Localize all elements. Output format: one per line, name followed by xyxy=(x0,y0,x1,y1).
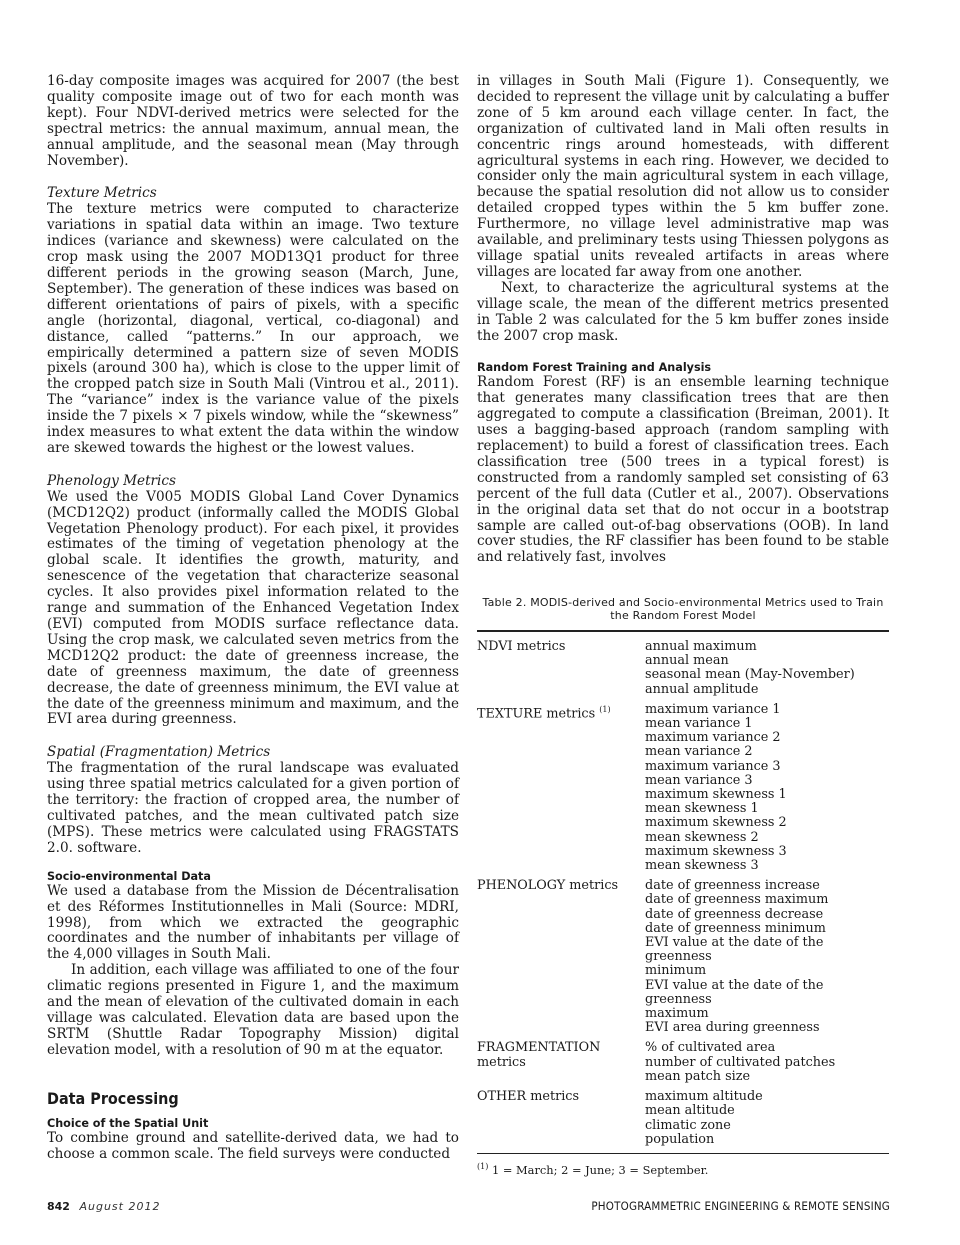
table-category-label: TEXTURE metrics xyxy=(477,706,596,722)
table-row xyxy=(477,640,889,697)
table-row xyxy=(477,1041,889,1084)
paragraph: In addition, each village was affiliated to one of the four climatic regions presented in Figure 1, and the maximum and the mean of elevation of the cultivated domain in each village was calculated. Elevation data are based upon the SRTM (Shuttle Radar Topography Mission) digital elevation model, with a resolution of 90 m at the equator. xyxy=(47,962,459,1058)
table-category xyxy=(477,879,645,1035)
table-value: maximum variance 3 xyxy=(645,758,781,774)
table-value: date of greenness minimum xyxy=(645,920,826,936)
table-value: number of cultivated patches xyxy=(645,1054,836,1070)
table-category xyxy=(477,1090,645,1147)
table-caption-line: the Random Forest Model xyxy=(610,609,756,622)
paragraph: To combine ground and satellite-derived data, we had to choose a common scale. The field surveys were conducted xyxy=(47,1129,459,1162)
subsection-heading: Socio-environmental Data xyxy=(47,869,211,883)
paragraph: We used a database from the Mission de Décentralisation et des Réformes Institutionnelles in Mali (Source: MDRI, 1998), from which we extracted the geographic coordinates and the number of inhabitants per village of the 4,000 villages in South Mali. xyxy=(47,882,459,963)
table-row xyxy=(477,879,889,1035)
table-caption-line: Table 2. MODIS-derived and Socio-environmental Metrics used to Train xyxy=(482,596,884,609)
paragraph: The texture metrics were computed to characterize variations in spatial data within an image. Two texture indices (variance and skewness) were calculated on the crop mask using the 2007 MOD13Q1 product for three different periods in the growing season (March, June, September). The generation of these indices was based on different orientations of pairs of pixels, with a specific angle (horizontal, diagonal, vertical, co-diagonal) and distance, called “patterns.” In our approach, we empirically determined a pattern size of seven MODIS pixels (around 300 ha), which is close to the upper limit of the cropped patch size in South Mali (Vintrou et al., 2011). The “variance” index is the variance value of the pixels inside the 7 pixels × 7 pixels window, while the “skewness” index measures to what extent the data within the window are skewed towards the highest or the lowest values. xyxy=(47,201,459,456)
paragraph: We used the V005 MODIS Global Land Cover Dynamics (MCD12Q2) product (informally called the MODIS Global Vegetation Phenology product). For each pixel, it provides estimates of the timing of vegetation phenology at the global scale. It identifies the growth, maturity, and senescence of the vegetation that characterize seasonal cycles. It also provides pixel information related to the range and summation of the Enhanced Vegetation Index (EVI) computed from MODIS surface reflectance data. Using the crop mask, we calculated seven metrics from the MCD12Q2 product: the date of greenness increase, the date of greenness maximum, the date of greenness decrease, the date of greenness minimum, the EVI value at the date of the greenness minimum and maximum, and the EVI area during greenness. xyxy=(47,488,459,728)
table-bottom-rule xyxy=(477,1153,889,1154)
footnote-mark: (1) xyxy=(477,1161,489,1171)
table-2 xyxy=(477,596,889,1177)
table-value: mean skewness 2 xyxy=(645,829,759,845)
subsection-heading: Texture Metrics xyxy=(47,185,157,202)
subsection-heading: Phenology Metrics xyxy=(47,472,176,489)
table-value: minimum xyxy=(645,963,707,979)
section-heading: Data Processing xyxy=(47,1088,179,1108)
table-body xyxy=(477,632,889,1147)
table-category-label: OTHER metrics xyxy=(477,1089,580,1105)
table-value: annual mean xyxy=(645,653,729,669)
paragraph: in villages in South Mali (Figure 1). Consequently, we decided to represent the village unit by calculating a buffer zone of 5 km around each village center. In fact, the organization of cultivated land in Mali often results in concentric rings around homesteads, with different agricultural systems in each ring. However, we decided to consider only the main agricultural system in each village, because the spatial resolution did not allow us to consider detailed cropped types within the 5 km buffer zone. Furthermore, no village level administrative map was available, and preliminary tests using Thiessen polygons as village spatial units revealed artifacts in areas where villages are located far away from one another. xyxy=(477,73,889,280)
right-column xyxy=(477,74,889,566)
table-value: date of greenness decrease xyxy=(645,906,824,922)
footnote-mark: (1) xyxy=(599,704,611,714)
table-value: climatic zone xyxy=(645,1117,731,1133)
table-row xyxy=(477,1090,889,1147)
page-number: 842 xyxy=(47,1200,70,1213)
table-value: maximum skewness 1 xyxy=(645,787,787,803)
paragraph: Random Forest (RF) is an ensemble learning technique that generates many classification trees that are then aggregated to compute a classification (Breiman, 2001). It uses a bagging-based approach (random sampling with replacement) to build a forest of classification trees. Each classification tree (500 trees in a typical forest) is constructed from a randomly sampled set consisting of 63 percent of the full data (Cutler et al., 2007). Observations in the original data set that do not occur in a bootstrap sample are called out-of-bag observations (OOB). In land cover studies, the RF classifier has been found to be stable and relatively fast, involves xyxy=(477,374,889,566)
table-value: annual amplitude xyxy=(645,681,759,697)
table-value: % of cultivated area xyxy=(645,1040,776,1056)
table-value: maximum skewness 3 xyxy=(645,843,787,859)
table-values xyxy=(645,1090,889,1147)
footer-left xyxy=(47,1200,160,1213)
subsection-heading: Spatial (Fragmentation) Metrics xyxy=(47,744,271,761)
issue-date: August 2012 xyxy=(79,1200,161,1213)
table-category-label: PHENOLOGY metrics xyxy=(477,878,619,894)
table-footnote xyxy=(477,1162,889,1177)
table-value: maximum altitude xyxy=(645,1089,763,1105)
table-value: mean variance 2 xyxy=(645,744,753,760)
table-value: maximum xyxy=(645,1006,709,1022)
table-category xyxy=(477,703,645,873)
table-value: mean patch size xyxy=(645,1068,751,1084)
table-value: population xyxy=(645,1131,715,1147)
table-values xyxy=(645,1041,889,1084)
table-value: mean skewness 3 xyxy=(645,858,759,874)
table-value: EVI value at the date of the greenness xyxy=(645,977,824,1007)
table-category-label: FRAGMENTATION metrics xyxy=(477,1040,601,1070)
table-caption xyxy=(477,596,889,622)
table-value: seasonal mean (May-November) xyxy=(645,667,855,683)
paragraph: The fragmentation of the rural landscape was evaluated using three spatial metrics calculated for a given portion of the territory: the fraction of cropped area, the number of cultivated patches, and the mean cultivated patch size (MPS). These metrics were calculated using FRAGSTATS 2.0. software. xyxy=(47,760,459,856)
table-values xyxy=(645,879,889,1035)
table-value: EVI area during greenness xyxy=(645,1020,820,1036)
subsection-heading: Random Forest Training and Analysis xyxy=(477,361,712,375)
left-column xyxy=(47,74,459,1162)
table-value: maximum variance 2 xyxy=(645,730,781,746)
table-value: mean variance 3 xyxy=(645,772,753,788)
table-category-label: NDVI metrics xyxy=(477,639,566,654)
table-category xyxy=(477,640,645,697)
subsection-heading: Choice of the Spatial Unit xyxy=(47,1116,209,1130)
paragraph: 16-day composite images was acquired for 2007 (the best quality composite image out of two for each month was kept). Four NDVI-derived metrics were selected for the spectral metrics: the annual maximum, annual mean, the annual amplitude, and the seasonal mean (May through November). xyxy=(47,73,459,169)
table-value: mean altitude xyxy=(645,1103,735,1119)
table-row xyxy=(477,703,889,873)
paragraph: Next, to characterize the agricultural systems at the village scale, the mean of the different metrics presented in Table 2 was calculated for the 5 km buffer zones inside the 2007 crop mask. xyxy=(477,279,889,344)
table-value: mean variance 1 xyxy=(645,716,753,732)
table-value: date of greenness maximum xyxy=(645,892,829,908)
table-value: date of greenness increase xyxy=(645,878,820,894)
table-value: maximum variance 1 xyxy=(645,701,781,717)
table-category xyxy=(477,1041,645,1084)
footnote-text: 1 = March; 2 = June; 3 = September. xyxy=(491,1162,709,1177)
table-values xyxy=(645,703,889,873)
table-value: mean skewness 1 xyxy=(645,801,759,817)
journal-name: PHOTOGRAMMETRIC ENGINEERING & REMOTE SENSING xyxy=(591,1199,890,1213)
table-value: annual maximum xyxy=(645,639,757,654)
table-value: EVI value at the date of the greenness xyxy=(645,935,824,965)
table-value: maximum skewness 2 xyxy=(645,815,787,831)
table-values xyxy=(645,640,889,697)
